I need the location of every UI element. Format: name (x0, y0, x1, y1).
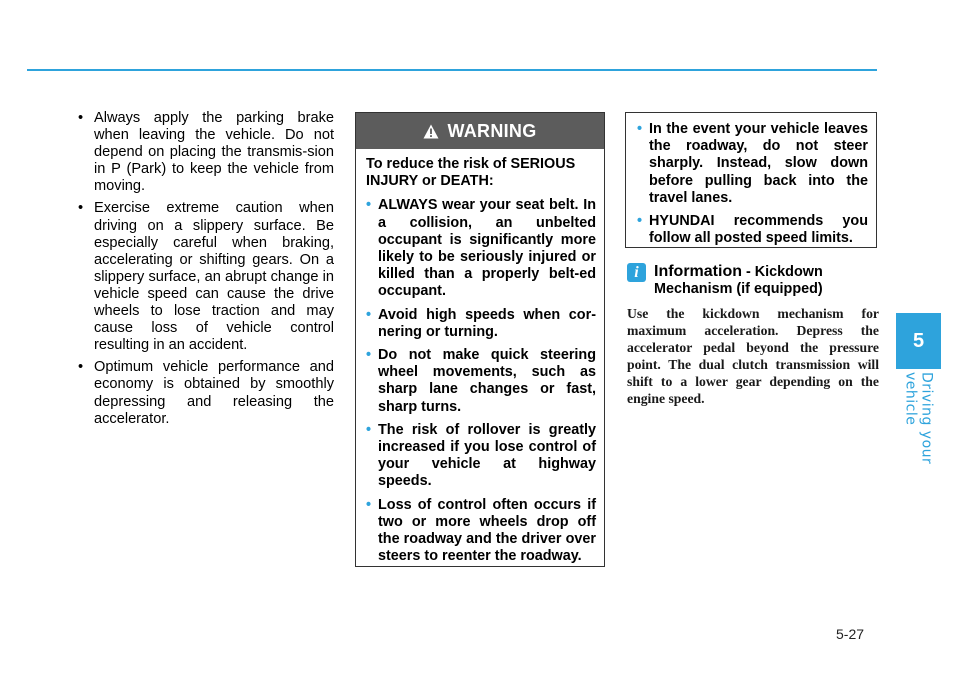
list-item-text: In the event your vehicle leaves the roadway, do not steer sharply. Instead, slow down before pulling back into the travel lanes. (649, 121, 868, 206)
information-heading (627, 262, 879, 298)
list-item-text: Always apply the parking brake when leaving the vehicle. Do not depend on placing the transmis-sion in P (Park) to keep the vehicle from moving. (94, 110, 334, 195)
chapter-number-tab: 5 (896, 313, 941, 369)
information-section (627, 262, 879, 407)
warning-list (366, 197, 596, 565)
list-item (637, 213, 868, 247)
list-item-text: Exercise extreme caution when driving on a slippery surface. Be especially careful when braking, accelerating or shifting gears. On a slippery surface, an abrupt change in vehicle speed can cause the drive wheels to lose traction and may cause loss of vehicle control resulting in an accident. (94, 200, 334, 354)
driving-tips-list (72, 110, 334, 428)
warning-body (356, 149, 604, 565)
list-item (366, 422, 596, 491)
warning-box (355, 112, 605, 567)
warning-intro: To reduce the risk of SERIOUS INJURY or DEATH: (366, 156, 576, 190)
list-item (366, 347, 596, 416)
information-title: Information (654, 263, 742, 280)
bullet-icon: • (366, 421, 372, 438)
list-item (72, 200, 334, 354)
information-subtitle: - Kickdown (742, 264, 823, 280)
bullet-icon: • (366, 197, 372, 214)
list-item (72, 110, 334, 195)
list-item (637, 121, 868, 207)
list-item-text: Do not make quick steering wheel movements, such as sharp lane changes or fast, sharp turns. (378, 347, 596, 415)
left-column (72, 110, 334, 433)
list-item-text: The risk of rollover is greatly increased if you lose control of your vehicle at highway speeds. (378, 421, 596, 490)
information-subtitle-line2: Mechanism (if equipped) (654, 281, 823, 297)
list-item (366, 307, 596, 341)
list-item-text: Avoid high speeds when cor-nering or turning. (378, 306, 596, 340)
list-item (366, 197, 596, 300)
bullet-icon: • (637, 121, 643, 137)
bullet-icon: • (78, 359, 84, 376)
warning-triangle-icon (423, 124, 439, 139)
warning-continued-box (625, 112, 877, 248)
list-item (72, 359, 334, 427)
warning-header (356, 113, 604, 149)
list-item-text: Loss of control often occurs if two or more wheels drop off the roadway and the driver over steers to reenter the roadway. (378, 496, 596, 565)
list-item (366, 497, 596, 566)
information-text: Use the kickdown mechanism for maximum acceleration. Depress the accelerator pedal beyond the pressure point. The dual clutch transmission will shift to a lower gear depending on the engine speed. (627, 306, 879, 406)
bullet-icon: • (366, 306, 372, 323)
bullet-icon: • (78, 110, 84, 126)
bullet-icon: • (366, 496, 372, 513)
page-number: 5-27 (836, 626, 865, 642)
bullet-icon: • (78, 200, 84, 217)
bullet-icon: • (637, 213, 643, 230)
chapter-title (896, 372, 941, 502)
list-item-text: HYUNDAI recommends you follow all posted speed limits. (649, 213, 868, 247)
header-rule (27, 69, 877, 71)
list-item-text: ALWAYS wear your seat belt. In a collision, an unbelted occupant is significantly more likely to be seriously injured or killed than a properly belt-ed occupant. (378, 197, 596, 300)
info-icon: i (627, 263, 646, 282)
warning-continued-list (637, 121, 868, 247)
warning-title: WARNING (447, 120, 537, 141)
chapter-title-text: Driving your vehicle (902, 372, 935, 465)
bullet-icon: • (366, 347, 372, 364)
list-item-text: Optimum vehicle performance and economy is obtained by smoothly depressing and releasing the accelerator. (94, 359, 334, 427)
